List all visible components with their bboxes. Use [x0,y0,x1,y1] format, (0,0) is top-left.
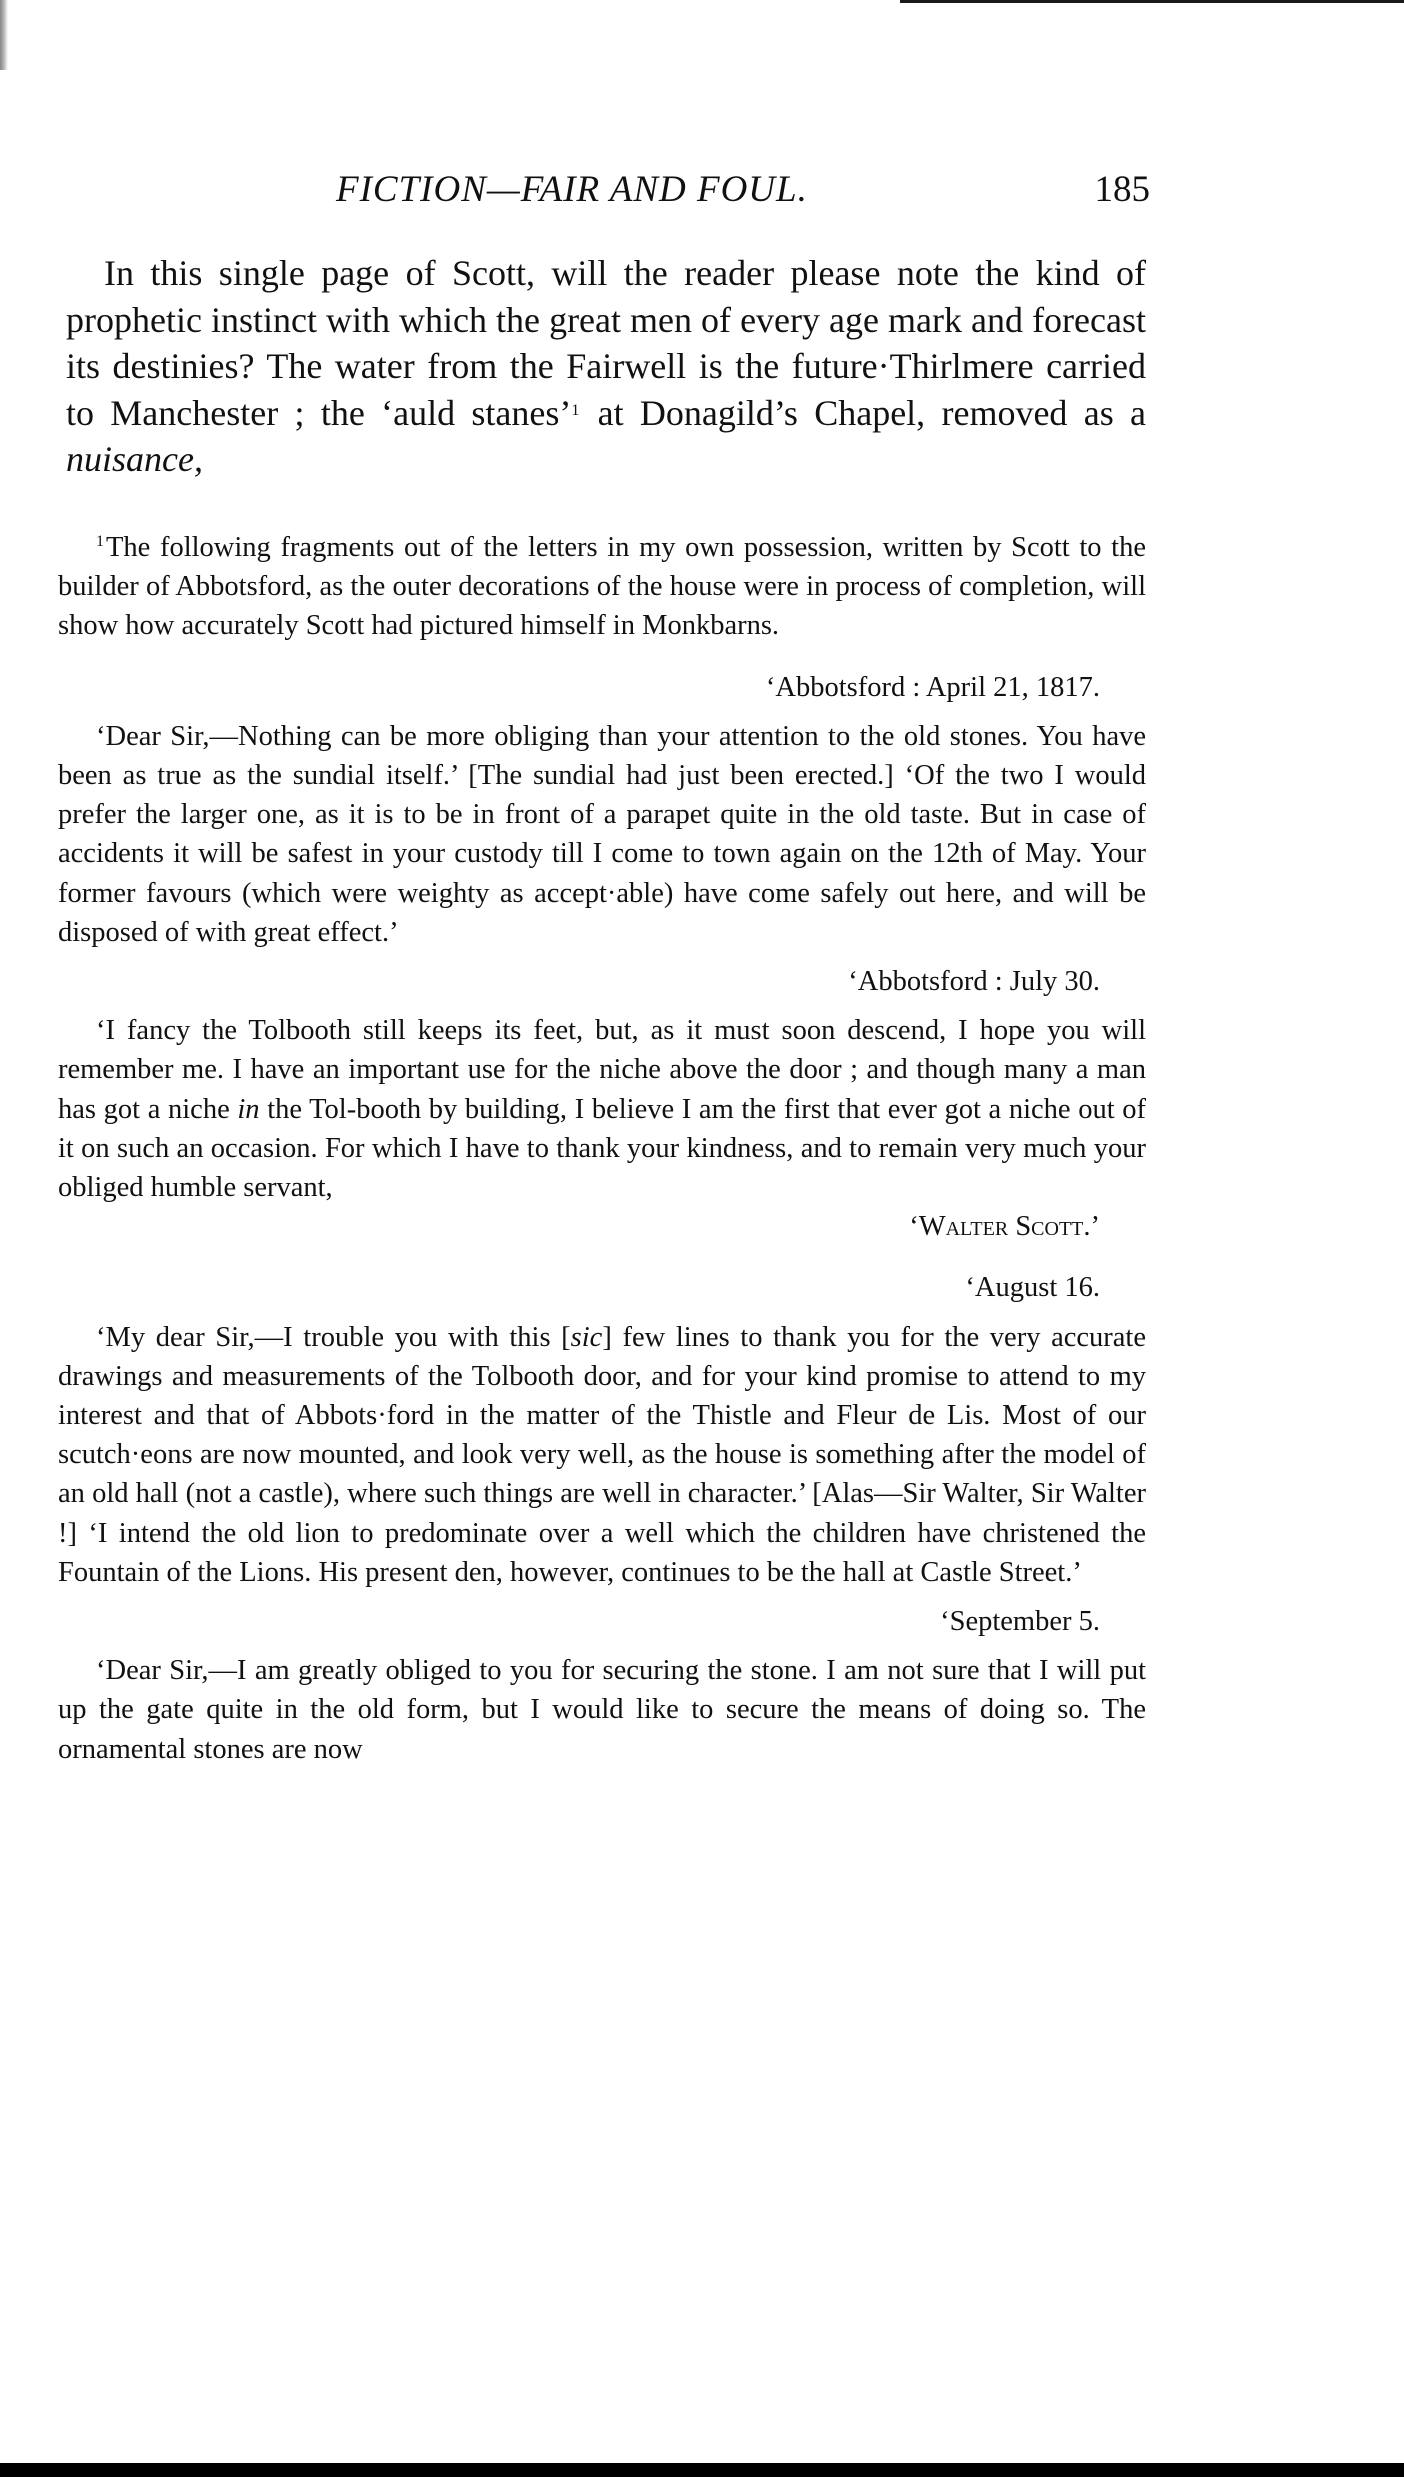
footnote-reference[interactable]: 1 [571,401,580,419]
letter-signature: ‘Walter Scott.’ [909,1211,1100,1243]
page-number: 185 [1094,169,1150,210]
running-title: FICTION—FAIR AND FOUL. [336,169,808,210]
main-paragraph [66,250,1146,483]
page-edge-top [900,0,1404,3]
footnote-intro [58,528,1146,646]
letter-dateline: ‘August 16. [965,1272,1100,1304]
letter-body [58,1318,1146,1592]
letter-body-italic: in [237,1093,260,1125]
footnote-marker: 1 [96,533,104,550]
letter-body: ‘Dear Sir,—I am greatly obliged to you for securing the stone. I am not sure that I will put up the gate quite in the old form, but I would like to secure the means of doing so. The ornamental stones are now [58,1655,1146,1765]
letter-body-italic: sic [570,1321,603,1353]
letter-body-text: ‘I fancy the Tolbooth still keeps its feet, but, as it must soon descend, I hope you will remember me. I have an important use for the niche above the door ; and though many a man has got a niche [58,1015,1146,1125]
letter-body-text: ‘My dear Sir,—I trouble you with this [ [96,1321,571,1353]
page-edge-bottom [0,2463,1404,2477]
letter-body: ‘Dear Sir,—Nothing can be more obliging than your attention to the old stones. You have been as true as the sundial itself.’ [The sundial had just been erected.] ‘Of the two I would prefer the larger one, as it is to be in front of a parapet quite in the old taste. But in case of accidents it will be safest in your custody till I come to town again on the 12th of May. Your former favours (which were weighty as accept·able) have come safely out here, and will be disposed of with great effect.’ [58,720,1146,948]
footnote [58,528,1146,1769]
page-edge-left [0,0,8,70]
letter-dateline: ‘Abbotsford : July 30. [848,966,1100,998]
letter-dateline: ‘Abbotsford : April 21, 1817. [765,671,1100,703]
main-text-italic: nuisance, [66,439,203,479]
letter-body-text: ] few lines to thank you for the very accurate drawings and measurements of the Tolbooth door, and for your kind promise to attend to my interest and that of Abbots·ford in the matter of the Thistle and Fleur de Lis. Most of our scutch·eons are now mounted, and look very well, as the house is something after the model of an old hall (not a castle), where such things are well in character.’ [Alas—Sir Walter, Sir Walter !] ‘I intend the old lion to predominate over a well which the children have christened the Fountain of the Lions. His present den, however, continues to be the hall at Castle Street.’ [58,1321,1146,1588]
running-head [60,168,1150,218]
footnote-intro-text: The following fragments out of the letters in my own possession, written by Scott to the builder of Abbotsford, as the outer decorations of the house were in process of completion, will show how accurately Scott had pictured himself in Monkbarns. [58,532,1146,642]
main-text-part1: In this single page of Scott, will the reader please note the kind of prophetic instinct with which the great men of every age mark and forecast its destinies? The water from the Fairwell is the future·Thirlmere carried to Manchester ; the ‘auld stanes’ [66,253,1146,433]
letter-dateline: ‘September 5. [940,1606,1100,1638]
main-text-part2: at Donagild’s Chapel, removed as a [581,392,1146,433]
letter-body [58,1011,1146,1207]
letter-body-text: the Tol-booth by building, I believe I am the first that ever got a niche out of it on such an occasion. For which I have to thank your kindness, and to remain very much your obliged humble servant, [58,1093,1146,1204]
